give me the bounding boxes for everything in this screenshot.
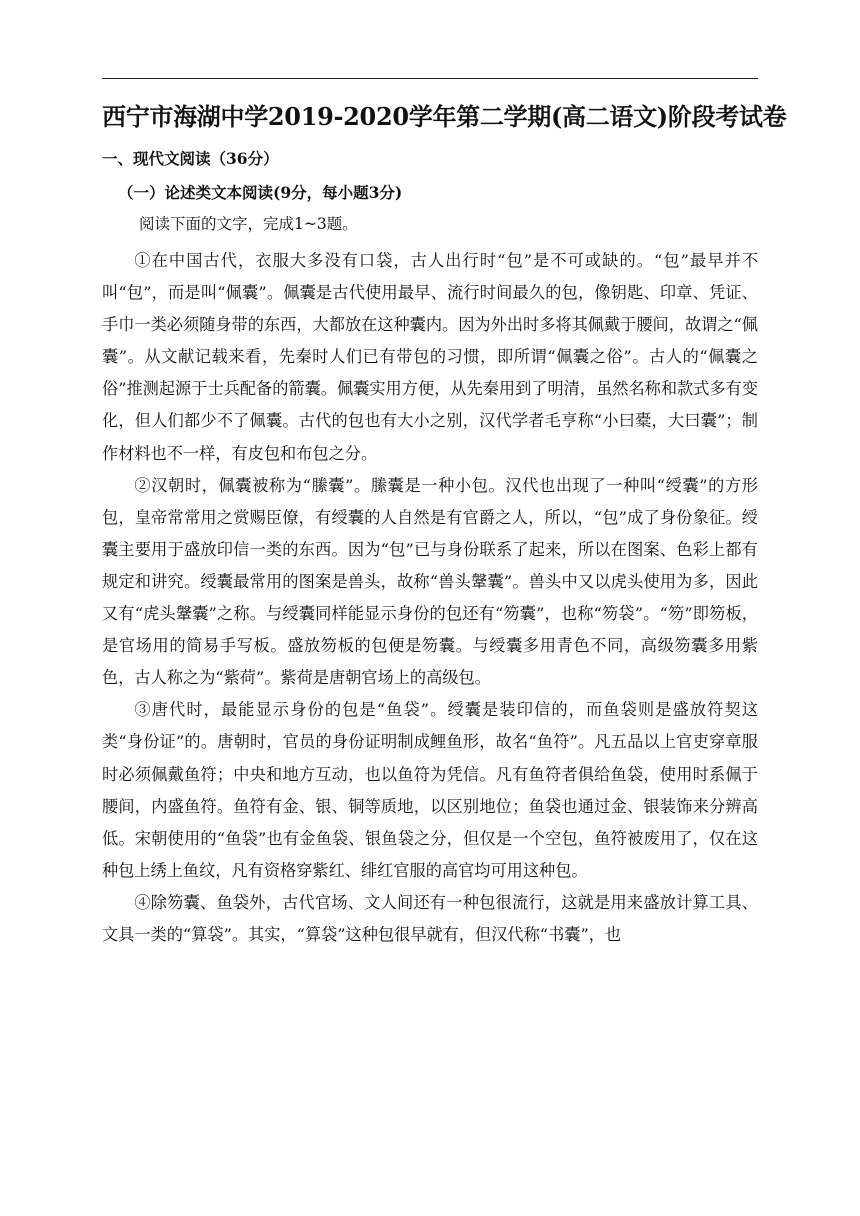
section-heading: 一、现代文阅读（36分） (102, 149, 279, 168)
passage-paragraph-2: ②汉朝时，佩囊被称为“縢囊”。縢囊是一种小包。汉代也出现了一种叫“绶囊”的方形包，皇帝常常用之赏赐臣僚，有绶囊的人自然是有官爵之人，所以，“包”成了身份象征。绶囊主要用于盛放印信一类的东西。因为“包”已与身份联系了起来，所以在图案、色彩上都有规定和讲究。绶囊最常用的图案是兽头，故称“兽头鞶囊”。兽头中又以虎头使用为多，因此又有“虎头鞶囊”之称。与绶囊同样能显示身份的包还有“笏囊”，也称“笏袋”。“笏”即笏板，是官场用的简易手写板。盛放笏板的包便是笏囊。与绶囊多用青色不同，高级笏囊多用紫色，古人称之为“紫荷”。紫荷是唐朝官场上的高级包。 (102, 475, 758, 688)
passage-paragraph-4: ④除笏囊、鱼袋外，古代官场、文人间还有一种包很流行，这就是用来盛放计算工具、文具一类的“算袋”。其实，“算袋”这种包很早就有，但汉代称“书囊”，也 (102, 892, 758, 944)
passage-paragraph-3: ③唐代时，最能显示身份的包是“鱼袋”。绶囊是装印信的，而鱼袋则是盛放符契这类“身份证”的。唐朝时，官员的身份证明制成鲤鱼形，故名“鱼符”。凡五品以上官吏穿章服时必须佩戴鱼符；中央和地方互动，也以鱼符为凭信。凡有鱼符者俱给鱼袋，使用时系佩于腰间，内盛鱼符。鱼符有金、银、铜等质地，以区别地位；鱼袋也通过金、银装饰来分辨高低。宋朝使用的“鱼袋”也有金鱼袋、银鱼袋之分，但仅是一个空包，鱼符被废用了，仅在这种包上绣上鱼纹，凡有资格穿紫红、绯红官服的高官均可用这种包。 (102, 700, 758, 880)
header-rule (102, 78, 758, 79)
exam-title: 西宁市海湖中学2019-2020学年第二学期(高二语文)阶段考试卷 (102, 102, 787, 131)
passage-paragraph-1: ①在中国古代，衣服大多没有口袋，古人出行时“包”是不可或缺的。“包”最早并不叫“包”，而是叫“佩囊”。佩囊是古代使用最早、流行时间最久的包，像钥匙、印章、凭证、手巾一类必须随身带的东西，大都放在这种囊内。因为外出时多将其佩戴于腰间，故谓之“佩囊”。从文献记载来看，先秦时人们已有带包的习惯，即所谓“佩囊之俗”。古人的“佩囊之俗”推测起源于士兵配备的箭囊。佩囊实用方便，从先秦用到了明清，虽然名称和款式多有变化，但人们都少不了佩囊。古代的包也有大小之别，汉代学者毛亨称“小曰橐，大曰囊”；制作材料也不一样，有皮包和布包之分。 (102, 251, 758, 463)
subsection-heading: （一）论述类文本阅读(9分，每小题3分) (118, 183, 403, 202)
reading-passage (102, 245, 758, 951)
reading-instruction: 阅读下面的文字，完成1~3题。 (139, 215, 358, 233)
